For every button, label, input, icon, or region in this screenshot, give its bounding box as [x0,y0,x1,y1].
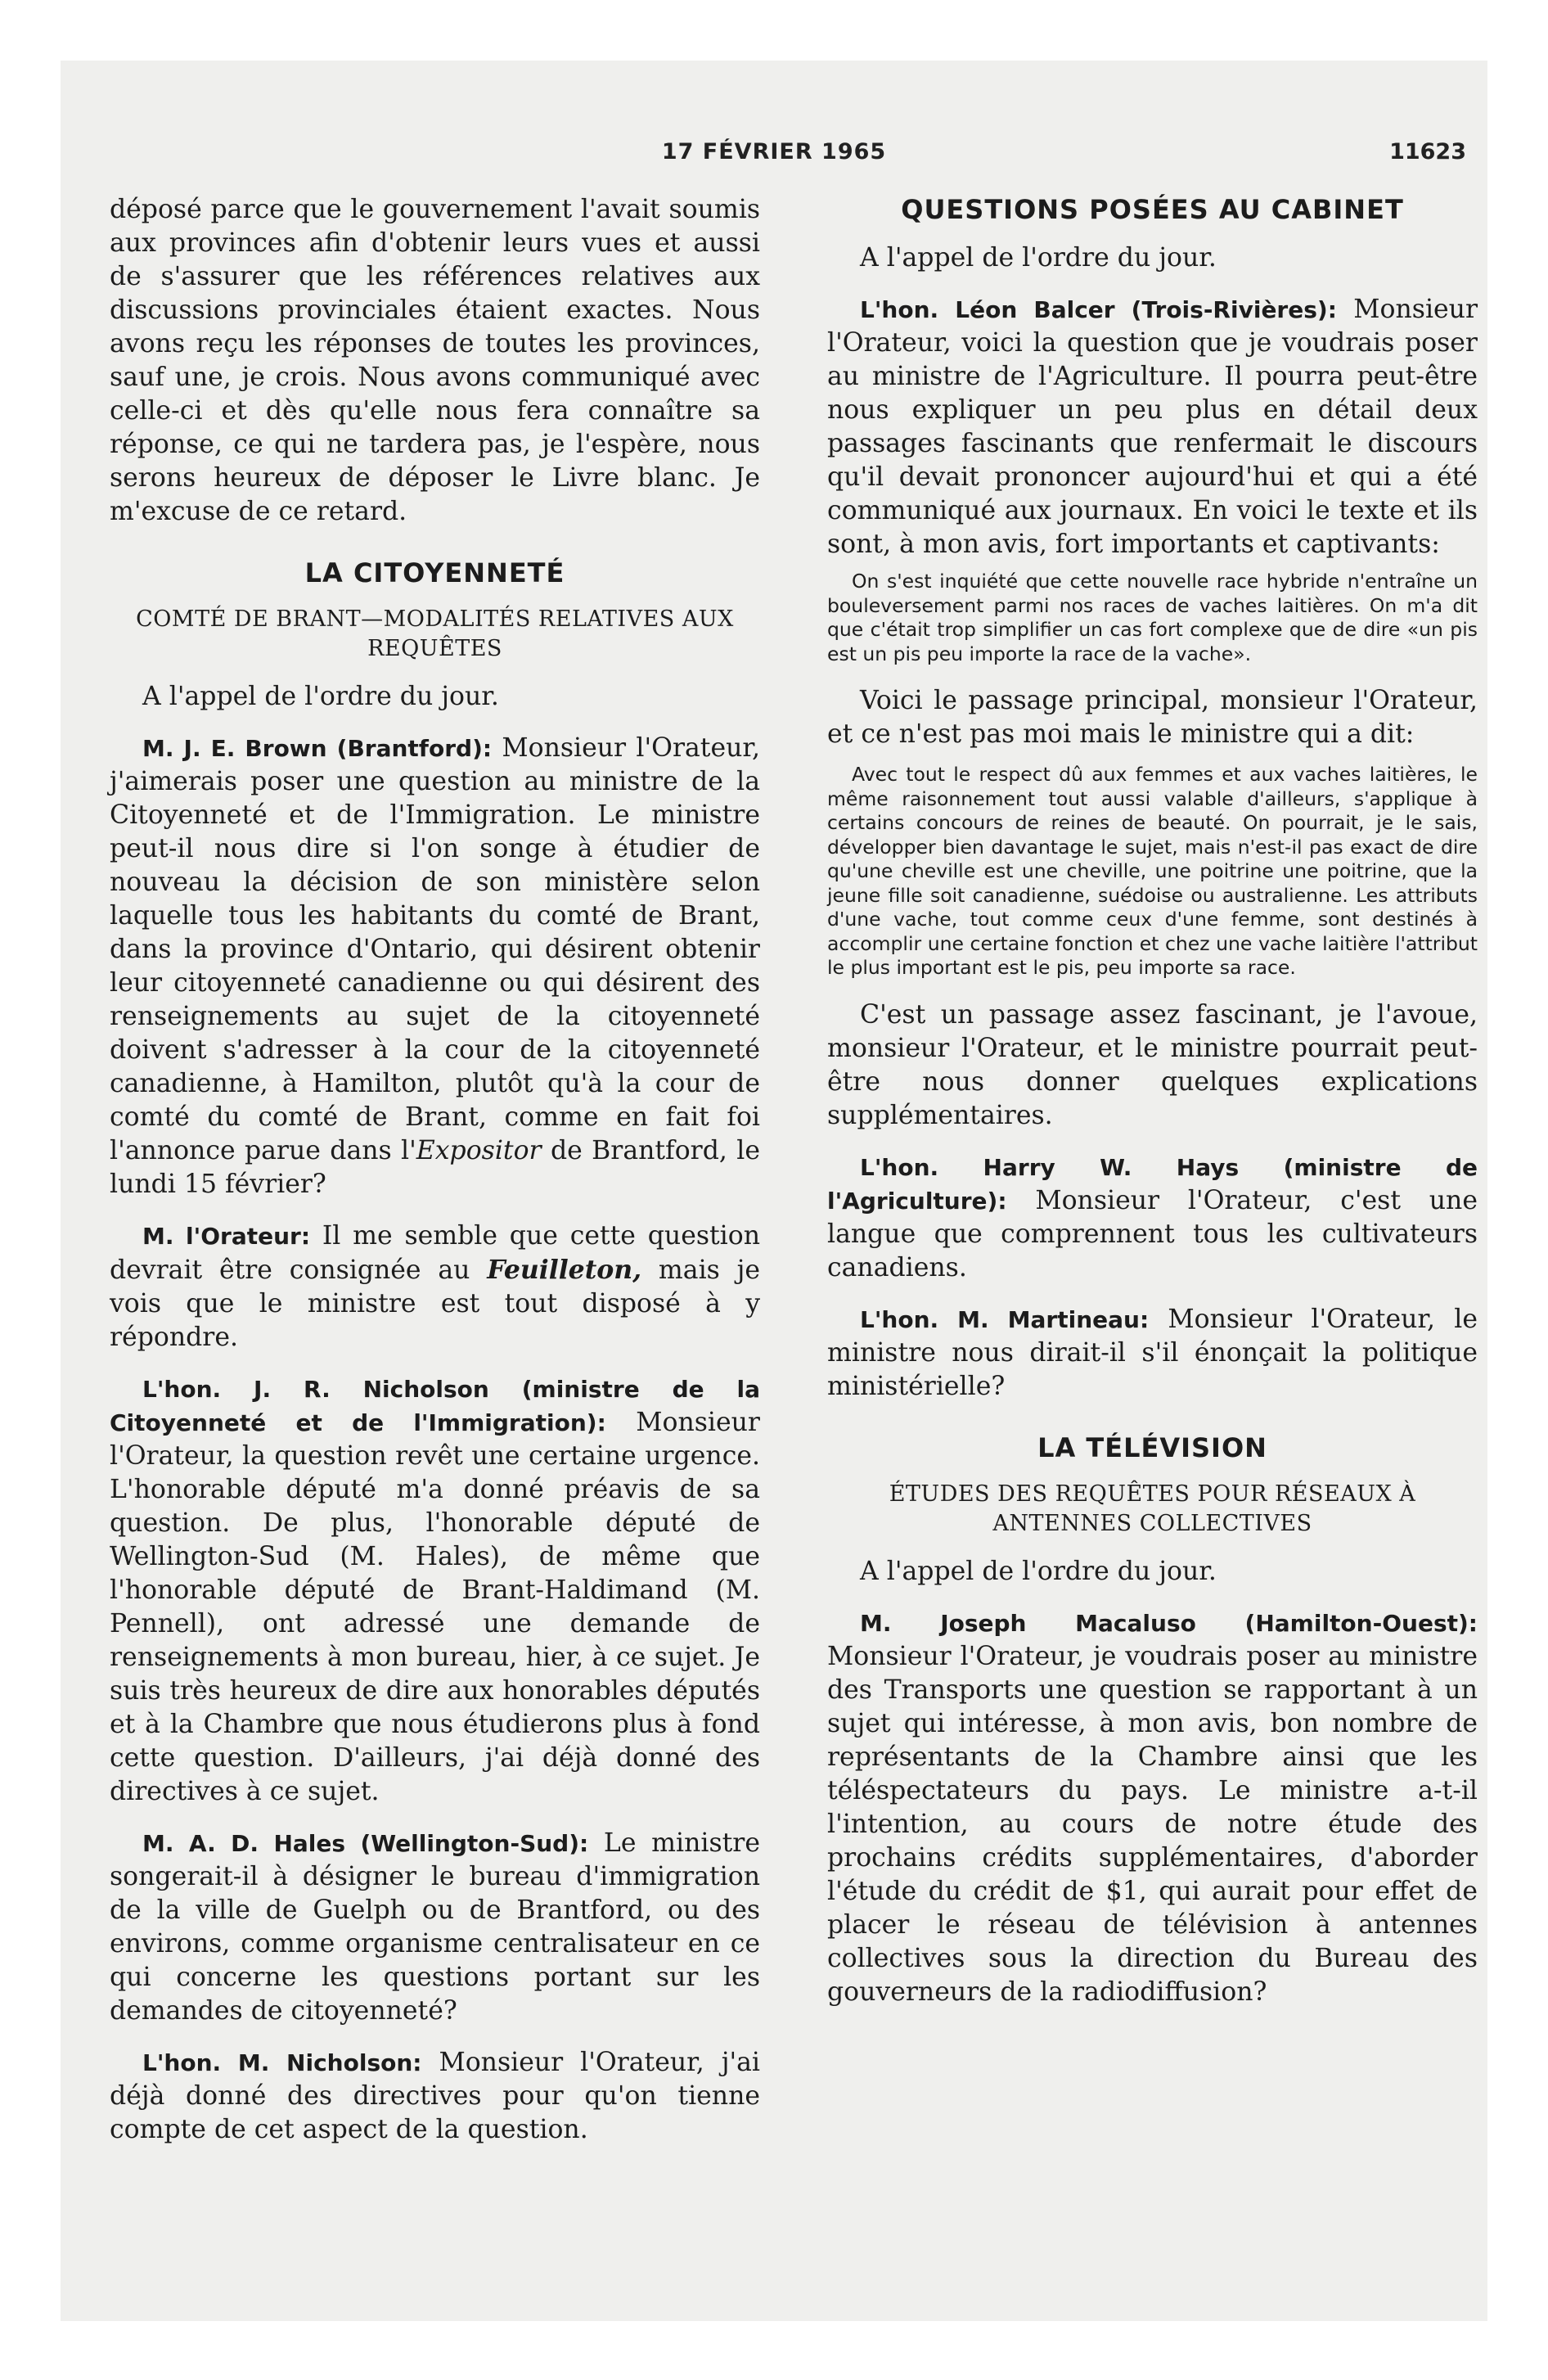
section-heading-questions: QUESTIONS POSÉES AU CABINET [901,194,1404,225]
speaker-hays: L'hon. Harry W. Hays (ministre de l'Agriculture): [827,1153,1478,1215]
quote-beauty [827,763,1478,980]
left-column [110,193,760,2165]
page-header [61,139,1487,180]
hales-paragraph [110,1827,760,2028]
subheading-brant: COMTÉ DE BRANT—MODALITÉS RELATIVES AUX REQUÊTES [136,606,734,661]
orateur-italic: Feuilleton, [487,1255,642,1285]
speaker-brown: M. J. E. Brown (Brantford): [142,735,493,762]
martineau-paragraph [827,1303,1478,1404]
fascinating-paragraph: C'est un passage assez fascinant, je l'avoue, monsieur l'Orateur, et le ministre pourrait peut-être nous donner quelques explications supplémentaires. [827,999,1478,1130]
page-number: 11623 [1389,139,1466,165]
orateur-text-a: Il me semble que cette question devrait être consignée au [110,1221,760,1285]
hays-text: Monsieur l'Orateur, c'est une langue que comprennent tous les cultivateurs canadiens. [827,1185,1478,1282]
brown-paragraph [110,732,760,1201]
nicholson-text: Monsieur l'Orateur, la question revêt une certaine urgence. L'honorable député m'a donné préavis de sa question. De plus, l'honorable député de Wellington-Sud (M. Hales), de même que l'honorable député de Brant-Haldimand (M. Pennell), ont adressé une demande de renseignements à mon bureau, hier, à ce sujet. Je suis très heureux de dire aux honorables députés et à la Chambre que nous étudierons plus à fond cette question. D'ailleurs, j'ai déjà donné des directives à ce sujet. [110,1408,760,1806]
quote-beauty-text: Avec tout le respect dû aux femmes et aux vaches laitières, le même raisonnement tout aussi valable d'ailleurs, s'applique à certains concours de reines de beauté. On pourrait, je le sais, développer bien davantage le sujet, mais n'est-il pas exact de dire qu'une cheville est une cheville, une poitrine une poitrine, que la jeune fille soit canadienne, suédoise ou australienne. Les attributs d'une vache, tout comme ceux d'une femme, sont destinés à accomplir une certaine fonction et chez une vache laitière l'attribut le plus important est le pis, peu importe sa race. [827,763,1478,979]
speaker-macaluso: M. Joseph Macaluso (Hamilton-Ouest): [860,1609,1478,1637]
macaluso-paragraph [827,1607,1478,2009]
martineau-text: Monsieur l'Orateur, le ministre nous dirait-il s'il énonçait la politique ministérielle? [827,1304,1478,1401]
macaluso-text: Monsieur l'Orateur, je voudrais poser au ministre des Transports une question se rapportant à un sujet qui intéresse, à mon avis, bon nombre de représentants de la Chambre ainsi que les téléspectateurs du pays. Le ministre a-t-il l'intention, au cours de notre étude des prochains crédits supplémentaires, d'aborder l'étude du crédit de $1, qui aurait pour effet de placer le réseau de télévision à antennes collectives sous la direction du Bureau des gouverneurs de la radiodiffusion? [827,1641,1478,2007]
speaker-balcer: L'hon. Léon Balcer (Trois-Rivières): [860,296,1337,323]
quote-hybrid [827,570,1478,666]
brown-text-b: de Brantford, le lundi 15 février? [110,1136,760,1199]
orateur-text-b: mais je vois que le ministre est tout disposé à y répondre. [110,1255,760,1352]
brown-italic: Expositor [416,1136,542,1165]
hays-paragraph [827,1151,1478,1285]
quote-hybrid-text: On s'est inquiété que cette nouvelle race hybride n'entraîne un bouleversement parmi nos races de vaches laitières. On m'a dit que c'était trop simplifier un cas fort complexe que de dire «un pis est un pis peu importe la race de la vache». [827,570,1478,665]
orateur-paragraph [110,1219,760,1355]
speaker-martineau: L'hon. M. Martineau: [860,1305,1150,1333]
hales-text: Le ministre songerait-il à désigner le bureau d'immigration de la ville de Guelph ou de Brantford, ou des environs, comme organisme centralisateur en ce qui concerne les questions portant sur les demandes de citoyenneté? [110,1828,760,2026]
intro-paragraph: déposé parce que le gouvernement l'avait soumis aux provinces afin d'obtenir leurs vues et aussi de s'assurer que les références relatives aux discussions provinciales étaient exactes. Nous avons reçu les réponses de toutes les provinces, sauf une, je crois. Nous avons communiqué avec celle-ci et dès qu'elle nous fera connaître sa réponse, ce qui ne tardera pas, je l'espère, nous serons heureux de déposer le Livre blanc. Je m'excuse de ce retard. [110,195,760,526]
right-column [827,193,1478,2009]
subheading-antennes: ÉTUDES DES REQUÊTES POUR RÉSEAUX À ANTENNES COLLECTIVES [889,1481,1416,1536]
speaker-nicholson: L'hon. J. R. Nicholson (ministre de la Citoyenneté et de l'Immigration): [110,1376,760,1436]
brown-text-a: Monsieur l'Orateur, j'aimerais poser une question au ministre de la Citoyenneté et de l'Immigration. Le ministre peut-il nous dire si l'on songe à étudier de nouveau la décision de son ministère selon laquelle tous les habitants du comté de Brant, dans la province d'Ontario, qui désirent obtenir leur citoyenneté canadienne ou qui désirent des renseignements au sujet de la citoyenneté doivent s'adresser à la cour de la citoyenneté canadienne, à Hamilton, plutôt qu'à la cour de comté du comté de Brant, comme en fait foi l'annonce parue dans l' [110,733,761,1165]
balcer-paragraph [827,293,1478,561]
section-heading-television: LA TÉLÉVISION [1037,1431,1267,1463]
order-of-day-right: A l'appel de l'ordre du jour. [860,243,1217,273]
header-date: 17 FÉVRIER 1965 [661,139,887,165]
order-of-day: A l'appel de l'ordre du jour. [142,682,499,711]
nicholson2-paragraph [110,2046,760,2147]
balcer-text: Monsieur l'Orateur, voici la question que je voudrais poser au ministre de l'Agriculture. Il pourra peut-être nous expliquer un peu plus en détail deux passages fascinants que renfermait le discours qu'il devait prononcer aujourd'hui et qui a été communiqué aux journaux. En voici le texte et ils sont, à mon avis, fort importants et captivants: [827,295,1478,559]
nicholson-paragraph [110,1373,760,1809]
passage-paragraph: Voici le passage principal, monsieur l'Orateur, et ce n'est pas moi mais le ministre qui a dit: [827,686,1478,749]
speaker-orateur: M. l'Orateur: [142,1223,311,1250]
page [61,61,1487,2321]
order-of-day-right-2: A l'appel de l'ordre du jour. [860,1556,1217,1586]
nicholson2-text: Monsieur l'Orateur, j'ai déjà donné des directives pour qu'on tienne compte de cet aspect de la question. [110,2048,760,2144]
speaker-nicholson2: L'hon. M. Nicholson: [142,2049,422,2076]
speaker-hales: M. A. D. Hales (Wellington-Sud): [142,1830,589,1857]
section-heading-citoyennete: LA CITOYENNETÉ [304,557,565,588]
